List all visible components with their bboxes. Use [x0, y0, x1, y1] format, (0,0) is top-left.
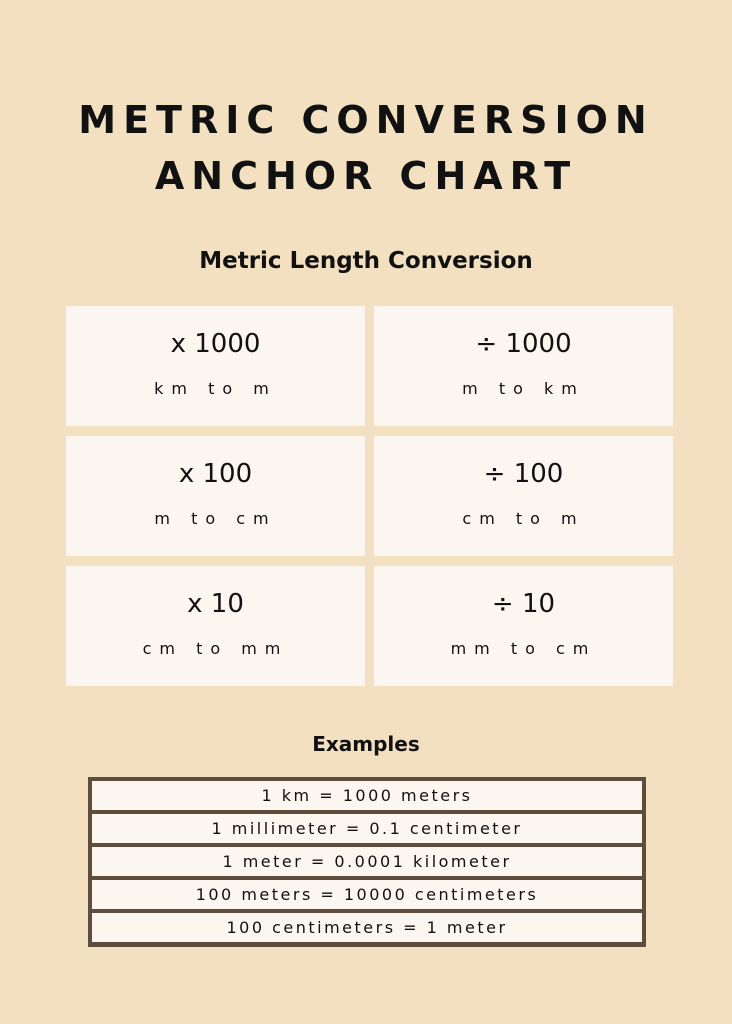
conversion-units: cm to mm	[142, 639, 289, 658]
conversion-factor: ÷ 10	[491, 589, 556, 619]
section-subtitle: Metric Length Conversion	[199, 248, 533, 274]
conversion-units: cm to m	[462, 509, 585, 528]
examples-title: Examples	[312, 732, 420, 756]
conversion-factor: ÷ 1000	[475, 329, 572, 359]
conversion-factor: x 1000	[170, 329, 261, 359]
example-row: 1 km = 1000 meters	[92, 781, 642, 810]
conversion-card-m-to-cm	[66, 436, 365, 556]
example-row: 100 meters = 10000 centimeters	[92, 880, 642, 909]
conversion-factor: x 10	[187, 589, 244, 619]
conversion-factor: ÷ 100	[483, 459, 564, 489]
conversion-factor: x 100	[178, 459, 253, 489]
conversion-card-cm-to-mm	[66, 566, 365, 686]
conversion-units: mm to cm	[450, 639, 597, 658]
example-row: 100 centimeters = 1 meter	[92, 913, 642, 942]
example-row: 1 millimeter = 0.1 centimeter	[92, 814, 642, 843]
conversion-card-m-to-km	[374, 306, 673, 426]
examples-table	[88, 777, 646, 947]
conversion-units: m to cm	[154, 509, 277, 528]
conversion-units: m to km	[462, 379, 585, 398]
page-title-line-2: ANCHOR CHART	[154, 154, 578, 198]
page-title	[0, 92, 732, 204]
conversion-card-km-to-m	[66, 306, 365, 426]
example-row: 1 meter = 0.0001 kilometer	[92, 847, 642, 876]
conversion-card-mm-to-cm	[374, 566, 673, 686]
page-title-line-1: METRIC CONVERSION	[78, 98, 654, 142]
conversion-card-cm-to-m	[374, 436, 673, 556]
conversion-units: km to m	[154, 379, 277, 398]
